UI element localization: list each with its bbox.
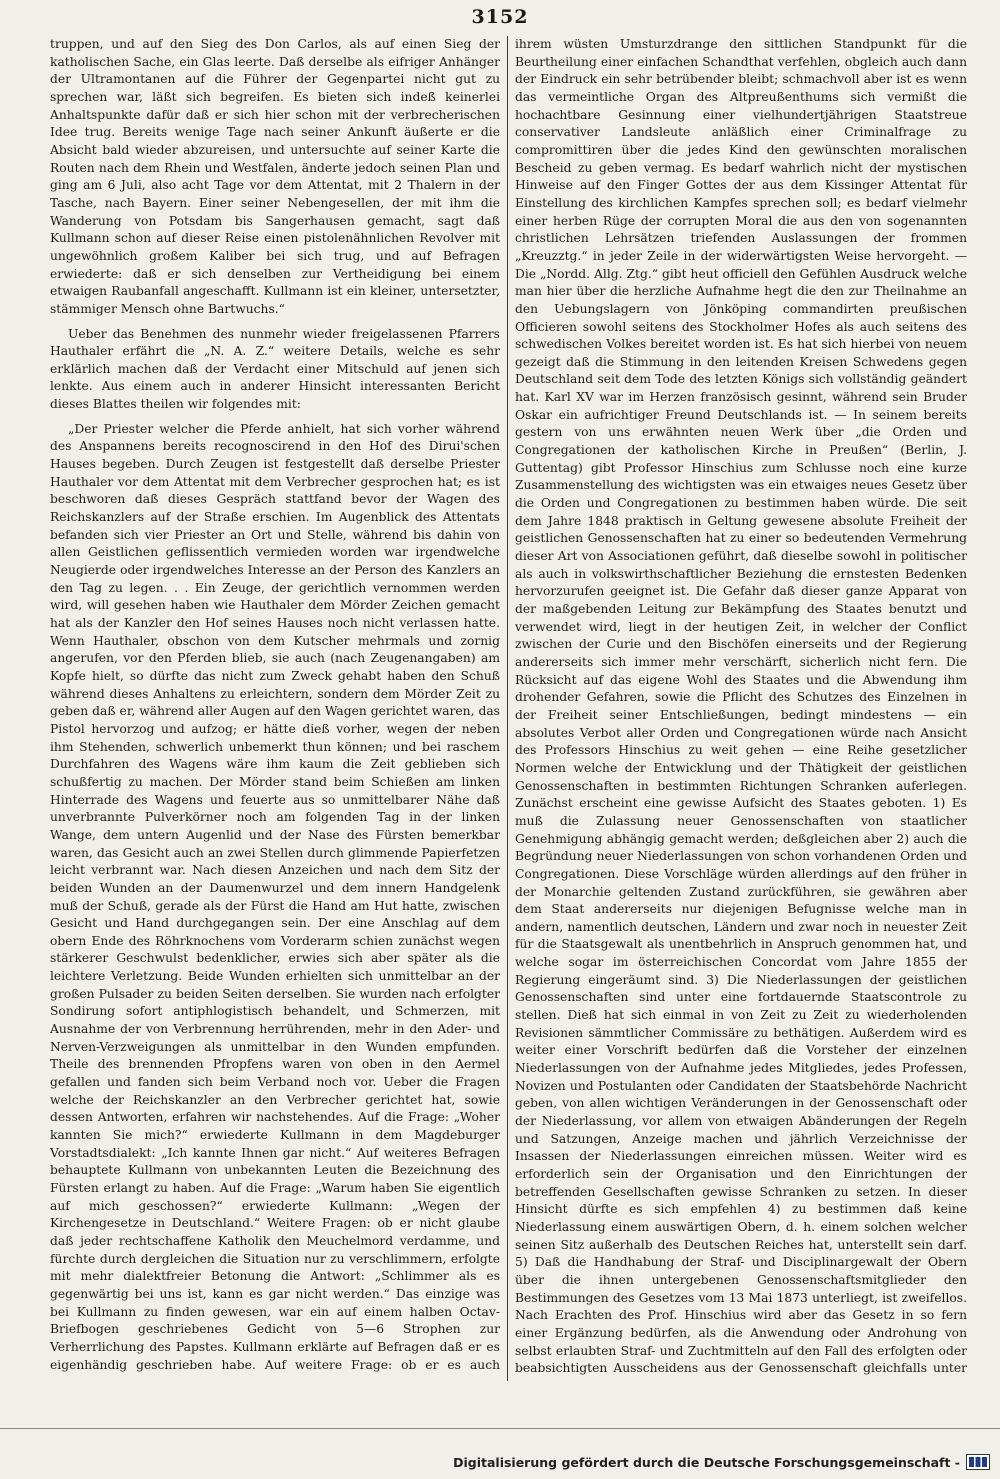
paragraph: Ueber das Benehmen des nunmehr wieder freigelassenen Pfarrers Hauthaler erfährt die „N. A. Z.“ weitere Details, welche es sehr erklärlich machen daß der Verdacht einer Mitschuld auf jenen sich lenkte. Aus einem auch in anderer Hinsicht interessanten Bericht dieses Blattes theilen wir folgendes mit: bbox=[50, 326, 500, 412]
paragraph: „Der Priester welcher die Pferde anhielt, hat sich vorher während des Anspannens bereits recognoscirend in den Hof des Dirui'schen Hauses begeben. Durch Zeugen ist festgestellt daß derselbe Priester Hauthaler vor dem Attentat mit dem Verbrecher gesprochen hat; es ist beschworen daß dieses Gespräch stattfand bevor der Wagen des Reichskanzlers auf der Straße erschien. Im Augenblick des Attentats befanden sich vier Priester an Ort und Stelle, während bis dahin von allen Geistlichen geflissentlich vermieden worden war irgendwelche Neugierde oder irgendwelches Interesse an der Person des Kanzlers an den Tag zu legen. . . Ein Zeuge, der gerichtlich vernommen werden wird, will gesehen haben wie Hauthaler dem Mörder Zeichen gemacht hat als der Kanzler den Hof seines Hauses noch nicht verlassen hatte. Wenn Hauthaler, obschon von dem Kutscher mehrmals und zornig angerufen, vor den Pferden blieb, sie auch (nach Zeugenangaben) am Kopfe hielt, so dürfte das nicht zum Zweck gehabt haben den Schuß während dieses Anhaltens zu erleichtern, sondern dem Mörder Zeit zu geben daß er, während aller Augen auf den Wagen gerichtet waren, das Pistol hervorzog und aufzog; er hätte dieß vorher, wegen der neben ihm Stehenden, schwerlich unbemerkt thun können; und bei raschem Durchfahren des Wagens wäre ihm kaum die Zeit geblieben sich schußfertig zu machen. Der Mörder stand beim Schießen am linken Hinterrade des Wagens und feuerte aus so unmittelbarer Nähe daß unverbrannte Pulverkörner noch am folgenden Tag in der linken Wange, dem untern Augenlid und der Nase des Fürsten bemerkbar waren, das Gesicht auch an zwei Stellen durch glimmende Papierfetzen leicht verbrannt war. Nach diesen Anzeichen und nach dem Sitz der beiden Wunden an der Daumenwurzel und dem innern Handgelenk muß der Schuß, gerade als der Fürst die Hand am Hut hatte, zwischen Gesicht und Hand durchgegangen sein. Der eine Anschlag auf dem obern Ende des Röhrknochens vom Vorderarm schien zunächst wegen stärkerer Geschwulst bedenklicher, erwies sich aber später als die leichtere Verletzung. Beide Wunden erhielten sich unmittelbar an der großen Pulsader zu beiden Seiten derselben. Sie wurden nach erfolgter Sondirung sofort antiphlogistisch behandelt, und Schmerzen, mit Ausnahme der von Verbrennung herrührenden, mehr in den Ader- und Nerven-Verzweigungen als unmittelbar in den Wunden empfunden. Theile des brennenden Pfropfens waren von oben in den Aermel gefallen und fanden sich beim Verband noch vor. Ueber die Fragen welche der Reichskanzler an den Verbrecher gerichtet hat, sowie dessen Antworten, erfahren wir nachstehendes. Auf die Frage: „Woher kannten Sie mich?“ erwiederte Kullmann in dem Magdeburger Vorstadtsdialekt: „Ich kannte Ihnen gar nicht.“ Auf weiteres Befragen behauptete Kullmann von unbekannten Leuten die Bezeichnung des Fürsten erlangt zu haben. Auf die Frage: „Warum haben Sie eigentlich auf mich geschossen?“ erwiederte Kullmann: „Wegen der Kirchengesetze in Deutschland.“ Weitere Fragen: ob er nicht glaube daß jeder rechtschaffene Katholik den Meuchelmord verdamme, und fürchte durch dergleichen die Situation nur zu verschlimmern, erfolgte mit mehr dialektfreier Betonung die Antwort: „Schlimmer als es gegenwärtig bei uns ist, kann es gar nicht werden.“ Das einzige was bei Kullmann zu finden gewesen, war ein auf einem halben Octav-Briefbogen geschriebenes Gedicht von 5—6 Strophen zur Verherrlichung des Papstes. Kullmann erklärte auf Befragen daß er es eigenhändig geschrieben habe. Auf weitere Frage: ob er es auch bbox=[50, 421, 500, 1372]
paragraph: truppen, und auf den Sieg des Don Carlos, als auf einen Sieg der katholischen Sache, ein Glas leerte. Daß derselbe als eifriger Anhänger der Ultramontanen auf die Führer der Gegenpartei nicht gut zu sprechen war, läßt sich begreifen. Es bieten sich indeß keinerlei Anhaltspunkte dafür daß er sich hier schon mit der verbrecherischen Idee trug. Bereits wenige Tage nach seiner Ankunft äußerte er die Absicht bald wieder abzureisen, und untersuchte auf seiner Karte die Routen nach dem Rhein und Westfalen, änderte jedoch seinen Plan und ging am 6 Juli, also acht Tage vor dem Attentat, mit 2 Thalern in der Tasche, nach Bayern. Einer seiner Nebengesellen, der mit ihm die Wanderung von Potsdam bis Sangerhausen gemacht, sagt daß Kullmann schon auf dieser Reise einen pistolenähnlichen Revolver mit ungewöhnlich großem Kaliber bei sich trug, und auf Befragen erwiederte: daß er sich denselben zur Vertheidigung bei einem etwaigen Raubanfall angeschafft. Kullmann ist ein kleiner, untersetzter, stämmiger Mensch ohne Bartwuchs.“ bbox=[50, 37, 500, 316]
footer-text: Digitalisierung gefördert durch die Deutsche Forschungsgemeinschaft - bbox=[453, 1454, 960, 1470]
footer bbox=[453, 1453, 990, 1471]
dfg-logo-icon bbox=[966, 1454, 990, 1470]
left-column bbox=[50, 36, 500, 1376]
page-number: 3152 bbox=[471, 6, 529, 28]
footer-divider bbox=[0, 1428, 1000, 1429]
column-divider bbox=[507, 36, 508, 1381]
right-column bbox=[515, 36, 967, 1376]
paragraph: ihrem wüsten Umsturzdrange den sittlichen Standpunkt für die Beurtheilung einer einfachen Schandthat verfehlen, obgleich auch dann der Eindruck ein sehr betrübender bleibt; schmachvoll aber ist es wenn das vermeintliche Organ des Altpreußenthums sich vermißt die hochachtbare Gesinnung einer vielhundertjährigen Staatstreue conservativer Landsleute anläßlich einer Criminalfrage zu compromittiren über die jedes Kind den gewünschten moralischen Bescheid zu geben vermag. Es bedarf wahrlich nicht der mystischen Hinweise auf den Finger Gottes der aus dem Kissinger Attentat für Einstellung des kirchlichen Kampfes sprechen soll; es bedarf vielmehr einer herben Rüge der corrupten Moral die aus den von sogenannten christlichen Lehrsätzen triefenden Auslassungen der frommen „Kreuzztg.“ in jeder Zeile in der widerwärtigsten Weise hervorgeht. — Die „Nordd. Allg. Ztg.“ gibt heut officiell den Gefühlen Ausdruck welche man hier über die herzliche Aufnahme hegt die den zur Theilnahme an den Uebungslagern von Jönköping commandirten preußischen Officieren sowohl seitens des Stockholmer Hofes als auch seitens des schwedischen Volkes bereitet worden ist. Es hat sich hierbei von neuem gezeigt daß die Stimmung in den leitenden Kreisen Schwedens gegen Deutschland seit dem Tode des letzten Königs sich vollständig geändert hat. Karl XV war im Herzen französisch gesinnt, während sein Bruder Oskar ein aufrichtiger Freund Deutschlands ist. — In seinem bereits gestern von uns erwähnten neuen Werk über „die Orden und Congregationen der katholischen Kirche in Preußen“ (Berlin, J. Guttentag) gibt Professor Hinschius zum Schlusse noch eine kurze Zusammenstellung des wichtigsten was ein etwaiges neues Gesetz über die Orden und Congregationen zu bestimmen haben würde. Die seit dem Jahre 1848 praktisch in Geltung gewesene absolute Freiheit der geistlichen Genossenschaften hat zu einer so bedeutenden Vermehrung dieser Art von Associationen geführt, daß dieselbe sowohl in politischer als auch in volkswirthschaftlicher Beziehung die ernstesten Bedenken hervorzurufen geeignet ist. Die Gefahr daß dieser ganze Apparat von der maßgebenden Leitung zur Bekämpfung des Staates benutzt und verwendet wird, liegt in der heutigen Zeit, in welcher der Conflict zwischen der Curie und den Bischöfen einerseits und der Regierung andererseits sich immer mehr verschärft, sicherlich nicht fern. Die Rücksicht auf das eigene Wohl des Staates und die Abwendung ihm drohender Gefahren, sowie die Pflicht des Schutzes des Einzelnen in der Freiheit seiner Entschließungen, bedingt mindestens — ein absolutes Verbot aller Orden und Congregationen würde nach Ansicht des Professors Hinschius zu weit gehen — eine Reihe gesetzlicher Normen welche der Entwicklung und der Thätigkeit der geistlichen Genossenschaften in bestimmten Richtungen Schranken auferlegen. Zunächst erscheint eine gewisse Aufsicht des Staates geboten. 1) Es muß die Zulassung neuer Genossenschaften von staatlicher Genehmigung abhängig gemacht werden; deßgleichen aber 2) auch die Begründung neuer Niederlassungen von schon vorhandenen Orden und Congregationen. Diese Vorschläge würden allerdings auf den früher in der Monarchie geltenden Zustand zurückführen, sie gewähren aber dem Staat andererseits nur diejenigen Befugnisse welche man in andern, namentlich deutschen, Ländern und zwar noch in neuester Zeit für die Staatsgewalt als unentbehrlich in Anspruch genommen hat, und welche sogar im österreichischen Concordat vom Jahre 1855 der Regierung eingeräumt sind. 3) Die Niederlassungen der geistlichen Genossenschaften sind unter eine fortdauernde Staatscontrole zu stellen. Dieß hat sich einmal in von Zeit zu Zeit zu wiederholenden Revisionen sämmtlicher Commissäre zu bethätigen. Außerdem wird es weiter einer Vorschrift bedürfen daß die Vorsteher der einzelnen Niederlassungen von der Aufnahme jedes Mitgliedes, jedes Professen, Novizen und Postulanten oder Candidaten der Staatsbehörde Nachricht geben, von allen wichtigen Veränderungen in der Genossenschaft oder der Niederlassung, vor allem von etwaigen Abänderungen der Regeln und Satzungen, Anzeige machen und jährlich Verzeichnisse der Insassen der Niederlassungen einreichen müssen. Weiter wird es erforderlich sein der Organisation und den Einrichtungen der betreffenden Gesellschaften gewisse Schranken zu setzen. In dieser Hinsicht dürfte es sich empfehlen 4) zu bestimmen daß keine Niederlassung einem auswärtigen Obern, d. h. einem solchen welcher seinen Sitz außerhalb des Deutschen Reiches hat, unterstellt sein darf. 5) Daß die Handhabung der Straf- und Disciplinargewalt der Obern über die ihnen untergebenen Genossenschaftsmitglieder den Bestimmungen des Gesetzes vom 13 Mai 1873 unterliegt, ist zweifellos. Nach Erachten des Prof. Hinschius wird aber das Gesetz in so fern einer Ergänzung bedürfen, als die Anwendung oder Androhung von selbst erlaubten Straf- und Zuchtmitteln auf den Fall des erfolgten oder beabsichtigten Ausscheidens aus der Genossenschaft gleichfalls unter bbox=[515, 37, 967, 1376]
